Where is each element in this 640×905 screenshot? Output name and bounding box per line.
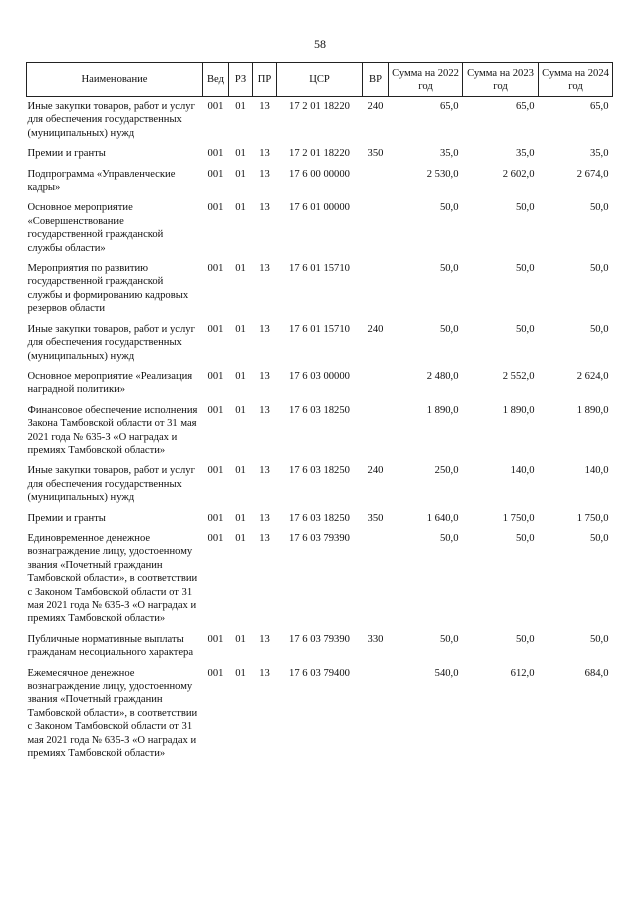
header-pr: ПР [253, 63, 277, 97]
cell-name: Премии и гранты [27, 512, 106, 524]
table-row [27, 201, 613, 262]
table-row [27, 532, 613, 633]
table-row [27, 262, 613, 323]
cell-sum-2022: 1 640,0 [426, 512, 459, 524]
cell-pr: 13 [259, 633, 270, 645]
cell-name: Основное мероприятие «Совершенствование государственной гражданской службы области» [27, 202, 164, 254]
cell-name: Публичные нормативные выплаты гражданам несоциального характера [27, 633, 194, 659]
cell-sum-2022: 1 890,0 [426, 404, 459, 416]
cell-vr: 350 [367, 512, 384, 524]
table-row [27, 370, 613, 404]
cell-vr: 240 [367, 465, 384, 477]
cell-csr: 17 6 00 00000 [289, 168, 350, 180]
cell-sum-2023: 140,0 [510, 465, 535, 477]
cell-vr [363, 667, 389, 768]
cell-ved: 001 [207, 202, 224, 214]
cell-name: Иные закупки товаров, работ и услуг для обеспечения государственных (муниципальных) нужд [27, 465, 195, 504]
cell-sum-2023: 2 552,0 [502, 370, 535, 382]
cell-sum-2024: 50,0 [589, 323, 609, 335]
cell-rz: 01 [235, 168, 246, 180]
cell-sum-2022: 2 530,0 [426, 168, 459, 180]
cell-rz: 01 [235, 633, 246, 645]
table-row [27, 633, 613, 667]
cell-sum-2024: 35,0 [589, 148, 609, 160]
cell-name: Ежемесячное денежное вознаграждение лицу, удостоенному звания «Почетный гражданин Тамбовской области», в соответствии с Законом Тамбовской области от 31 мая 2021 года № 635-З «О наградах и премиях Тамбовской области» [27, 667, 198, 760]
cell-name: Премии и гранты [27, 148, 106, 160]
cell-sum-2023: 50,0 [515, 202, 535, 214]
header-sum-2023: Сумма на 2023 год [463, 63, 539, 97]
cell-sum-2024: 1 750,0 [576, 512, 609, 524]
table-row [27, 97, 613, 148]
cell-rz: 01 [235, 148, 246, 160]
cell-rz: 01 [235, 202, 246, 214]
table-row [27, 667, 613, 768]
cell-sum-2024: 1 890,0 [576, 404, 609, 416]
cell-csr: 17 6 03 79390 [289, 532, 350, 544]
cell-ved: 001 [207, 667, 224, 679]
header-rz: РЗ [229, 63, 253, 97]
header-name: Наименование [27, 63, 203, 97]
cell-sum-2024: 65,0 [589, 101, 609, 112]
header-ved: Вед [203, 63, 229, 97]
cell-pr: 13 [259, 263, 270, 275]
cell-csr: 17 6 01 15710 [289, 323, 350, 335]
cell-ved: 001 [207, 633, 224, 645]
cell-pr: 13 [259, 512, 270, 524]
cell-csr: 17 6 03 18250 [289, 512, 350, 524]
cell-sum-2022: 65,0 [439, 101, 459, 112]
cell-vr: 240 [367, 101, 384, 112]
cell-sum-2022: 50,0 [439, 532, 459, 544]
table-row [27, 512, 613, 532]
cell-vr: 330 [367, 633, 384, 645]
table-row [27, 323, 613, 370]
cell-ved: 001 [207, 263, 224, 275]
table-row [27, 404, 613, 465]
cell-name: Финансовое обеспечение исполнения Закона Тамбовской области от 31 мая 2021 года № 635-З «О наградах и премиях Тамбовской области» [27, 404, 198, 456]
cell-sum-2022: 2 480,0 [426, 370, 459, 382]
cell-csr: 17 6 03 79400 [289, 667, 350, 679]
cell-sum-2023: 65,0 [515, 101, 535, 112]
cell-sum-2023: 2 602,0 [502, 168, 535, 180]
cell-ved: 001 [207, 168, 224, 180]
table-header-row [27, 63, 613, 97]
cell-sum-2023: 50,0 [515, 633, 535, 645]
cell-rz: 01 [235, 532, 246, 544]
cell-ved: 001 [207, 323, 224, 335]
budget-table [26, 62, 613, 767]
cell-name: Иные закупки товаров, работ и услуг для обеспечения государственных (муниципальных) нужд [27, 101, 195, 139]
cell-name: Мероприятия по развитию государственной гражданской службы и формированию кадровых резервов области [27, 263, 189, 315]
cell-vr [363, 201, 389, 262]
cell-sum-2024: 2 624,0 [576, 370, 609, 382]
cell-ved: 001 [207, 101, 224, 112]
table-row [27, 464, 613, 511]
cell-ved: 001 [207, 465, 224, 477]
cell-name: Подпрограмма «Управленческие кадры» [27, 168, 176, 194]
cell-vr: 350 [367, 148, 384, 160]
cell-sum-2022: 50,0 [439, 633, 459, 645]
cell-ved: 001 [207, 404, 224, 416]
cell-sum-2024: 50,0 [589, 532, 609, 544]
header-csr: ЦСР [277, 63, 363, 97]
table-row [27, 168, 613, 202]
cell-pr: 13 [259, 370, 270, 382]
cell-ved: 001 [207, 148, 224, 160]
cell-name: Единовременное денежное вознаграждение лицу, удостоенному звания «Почетный гражданин Тамбовской области», в соответствии с Законом Тамбовской области от 31 мая 2021 года № 635-З «О наградах и премиях Тамбовской области» [27, 532, 198, 625]
cell-pr: 13 [259, 404, 270, 416]
cell-sum-2023: 1 750,0 [502, 512, 535, 524]
cell-pr: 13 [259, 148, 270, 160]
cell-vr [363, 262, 389, 323]
cell-pr: 13 [259, 465, 270, 477]
page-number: 58 [314, 37, 326, 51]
cell-csr: 17 6 03 18250 [289, 465, 350, 477]
cell-vr [363, 168, 389, 202]
cell-csr: 17 6 03 79390 [289, 633, 350, 645]
cell-sum-2024: 50,0 [589, 263, 609, 275]
cell-ved: 001 [207, 512, 224, 524]
cell-sum-2023: 50,0 [515, 532, 535, 544]
cell-sum-2024: 2 674,0 [576, 168, 609, 180]
cell-vr: 240 [367, 323, 384, 335]
cell-sum-2024: 684,0 [584, 667, 609, 679]
cell-sum-2023: 50,0 [515, 323, 535, 335]
cell-csr: 17 6 03 18250 [289, 404, 350, 416]
cell-csr: 17 6 01 15710 [289, 263, 350, 275]
cell-pr: 13 [259, 532, 270, 544]
cell-name: Иные закупки товаров, работ и услуг для обеспечения государственных (муниципальных) нужд [27, 323, 195, 362]
header-vr: ВР [363, 63, 389, 97]
cell-pr: 13 [259, 101, 270, 112]
cell-sum-2023: 1 890,0 [502, 404, 535, 416]
cell-sum-2022: 50,0 [439, 323, 459, 335]
cell-pr: 13 [259, 667, 270, 679]
cell-csr: 17 6 01 00000 [289, 202, 350, 214]
cell-ved: 001 [207, 532, 224, 544]
cell-sum-2024: 50,0 [589, 202, 609, 214]
cell-sum-2022: 50,0 [439, 202, 459, 214]
cell-sum-2022: 50,0 [439, 263, 459, 275]
cell-ved: 001 [207, 370, 224, 382]
cell-csr: 17 2 01 18220 [289, 101, 350, 112]
cell-csr: 17 2 01 18220 [289, 148, 350, 160]
table-row [27, 147, 613, 167]
cell-vr [363, 404, 389, 465]
cell-sum-2023: 50,0 [515, 263, 535, 275]
cell-rz: 01 [235, 512, 246, 524]
cell-rz: 01 [235, 323, 246, 335]
cell-rz: 01 [235, 465, 246, 477]
cell-sum-2024: 50,0 [589, 633, 609, 645]
cell-pr: 13 [259, 168, 270, 180]
cell-vr [363, 532, 389, 633]
cell-sum-2022: 540,0 [434, 667, 459, 679]
cell-rz: 01 [235, 667, 246, 679]
cell-sum-2023: 612,0 [510, 667, 535, 679]
cell-pr: 13 [259, 323, 270, 335]
cell-csr: 17 6 03 00000 [289, 370, 350, 382]
cell-sum-2023: 35,0 [515, 148, 535, 160]
cell-sum-2022: 35,0 [439, 148, 459, 160]
cell-sum-2024: 140,0 [584, 465, 609, 477]
cell-vr [363, 370, 389, 404]
table-body [27, 97, 613, 768]
cell-rz: 01 [235, 370, 246, 382]
cell-rz: 01 [235, 404, 246, 416]
header-sum-2024: Сумма на 2024 год [539, 63, 613, 97]
cell-rz: 01 [235, 263, 246, 275]
cell-name: Основное мероприятие «Реализация наградной политики» [27, 370, 193, 396]
cell-sum-2022: 250,0 [434, 465, 459, 477]
header-sum-2022: Сумма на 2022 год [389, 63, 463, 97]
cell-rz: 01 [235, 101, 246, 112]
cell-pr: 13 [259, 202, 270, 214]
